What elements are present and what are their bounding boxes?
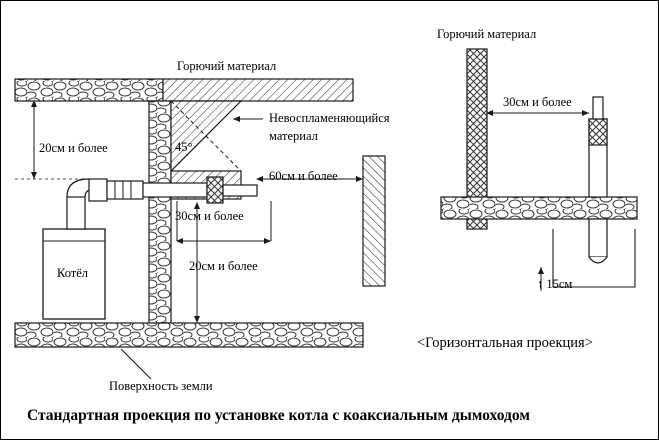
- boiler-label: Котёл: [57, 266, 89, 280]
- dim-horizontal-label: 60см и более: [269, 169, 338, 183]
- right-dim-bottom-label: ↑ 15см: [537, 277, 573, 291]
- diagram-drawing: [1, 1, 659, 440]
- right-dim-wall-label: 30см и более: [503, 95, 572, 109]
- right-top-combustible-label: Горючий материал: [437, 27, 537, 41]
- left-top-combustible-label: Горючий материал: [177, 59, 277, 73]
- right-view-caption: <Горизонтальная проекция>: [417, 335, 593, 351]
- nonflammable-label-line1: Невоспламеняющийся: [269, 111, 390, 125]
- ground-surface-label: Поверхность земли: [109, 379, 213, 393]
- nonflammable-label-line2: материал: [269, 129, 318, 143]
- dim-ground-label: 20см и более: [189, 259, 258, 273]
- diagram-title: Стандартная проекция по установке котла с коаксиальным дымоходом: [27, 407, 530, 424]
- dim-top-wall-label: 20см и более: [39, 141, 108, 155]
- angle-label: 45°: [175, 140, 193, 154]
- dim-pipe-below-label: 30см и более: [175, 209, 244, 223]
